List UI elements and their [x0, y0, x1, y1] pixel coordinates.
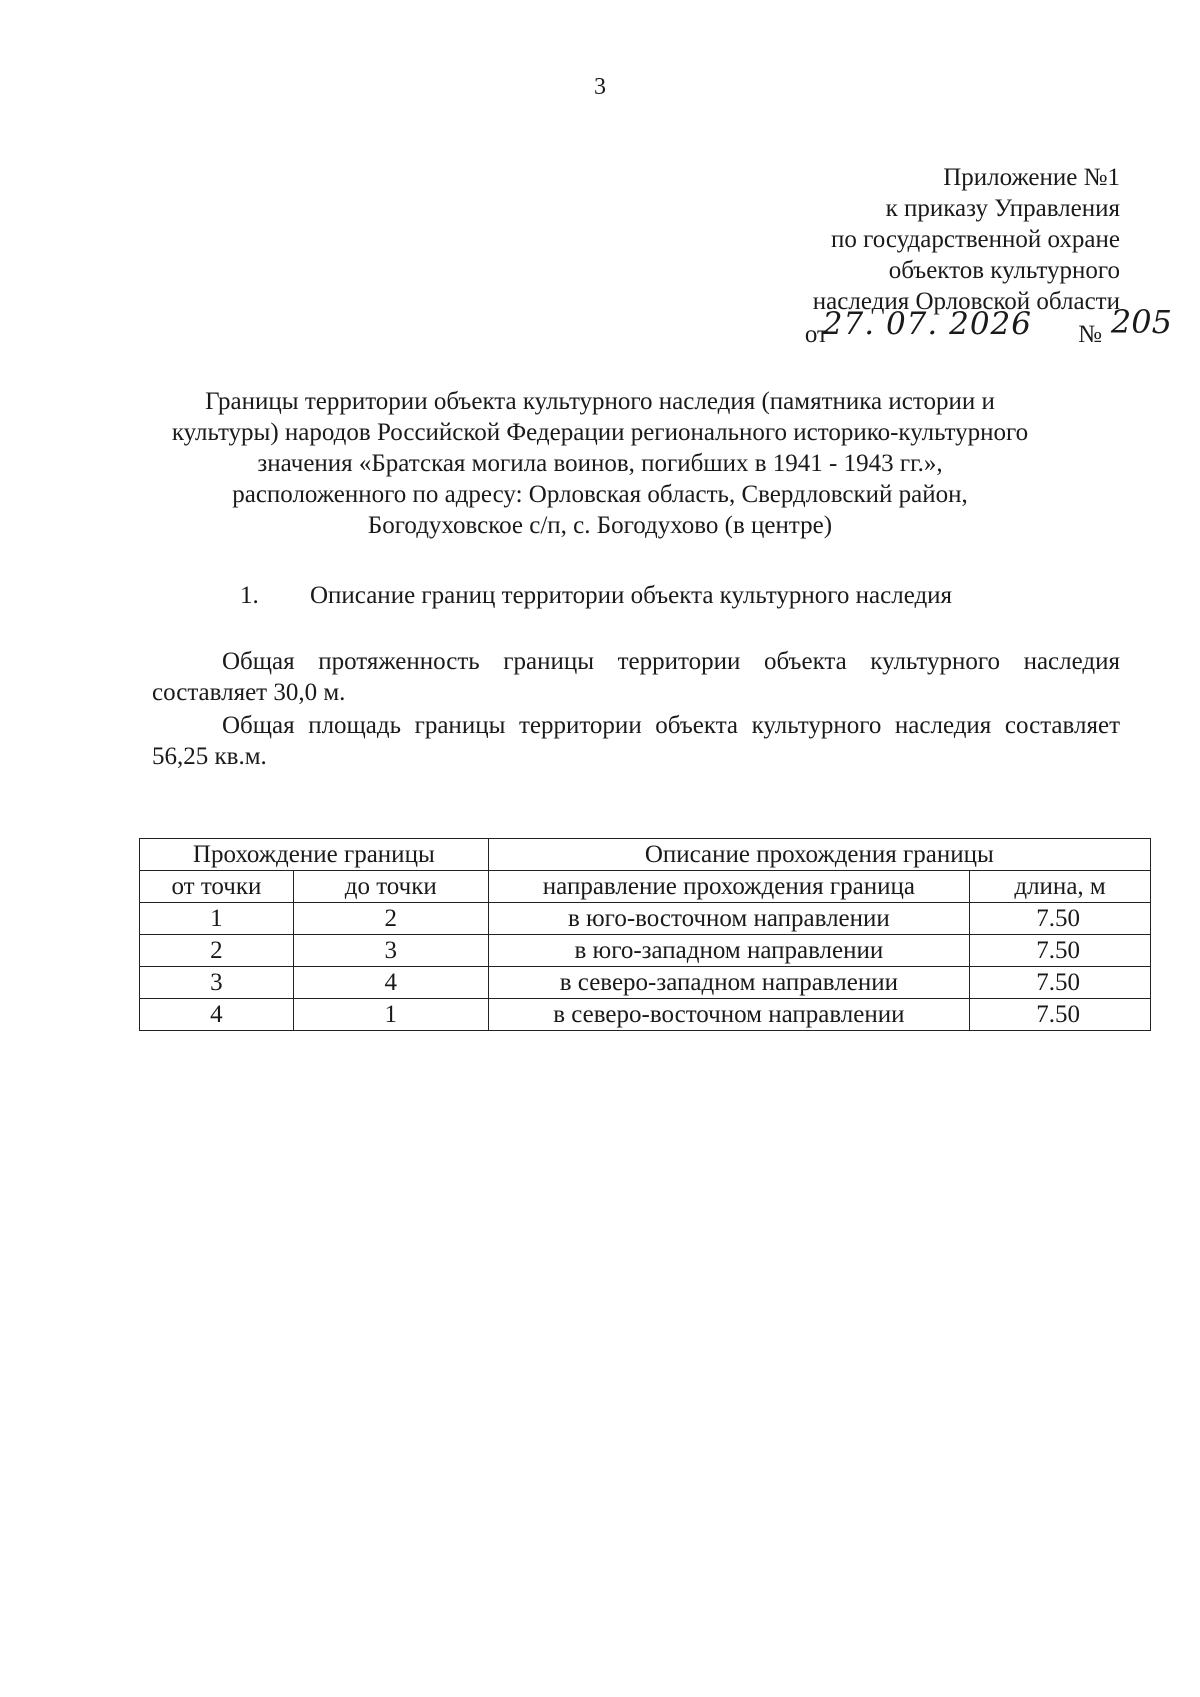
- document-title: [140, 386, 1060, 541]
- cell-from: 3: [140, 967, 294, 999]
- group-header-passage: Прохождение границы: [140, 839, 489, 871]
- table-row: [140, 935, 1151, 967]
- table-row: [140, 999, 1151, 1031]
- cell-length: 7.50: [970, 903, 1151, 935]
- cell-length: 7.50: [970, 935, 1151, 967]
- cell-length: 7.50: [970, 999, 1151, 1031]
- appendix-line: к приказу Управления: [885, 195, 1120, 222]
- order-date-number-line: [804, 303, 1172, 351]
- appendix-line: объектов культурного: [888, 257, 1120, 284]
- title-line: расположенного по адресу: Орловская область, Свердловский район,: [232, 481, 968, 508]
- title-line: Границы территории объекта культурного наследия (памятника истории и: [205, 388, 995, 415]
- appendix-line: наследия Орловской области: [812, 288, 1120, 315]
- appendix-block: [804, 162, 1172, 351]
- table-row: [140, 967, 1151, 999]
- column-header-to: до точки: [293, 871, 488, 903]
- paragraph-total-length: Общая протяженность границы территории объекта культурного наследия составляет 30,0 м.: [152, 648, 1120, 706]
- column-header-length: длина, м: [970, 871, 1151, 903]
- section-heading: [240, 582, 952, 610]
- cell-direction: в юго-восточном направлении: [488, 903, 969, 935]
- title-line: значения «Братская могила воинов, погибших в 1941 - 1943 гг.»,: [257, 450, 943, 477]
- cell-to: 4: [293, 967, 488, 999]
- boundary-table: [139, 838, 1151, 1031]
- cell-direction: в северо-западном направлении: [488, 967, 969, 999]
- handwritten-date: 27. 07. 2026: [822, 306, 1032, 342]
- number-prefix: №: [1078, 321, 1102, 348]
- paragraph-total-area: Общая площадь границы территории объекта культурного наследия составляет 56,25 кв.м.: [152, 712, 1120, 770]
- cell-to: 3: [293, 935, 488, 967]
- cell-direction: в юго-западном направлении: [488, 935, 969, 967]
- page-number: 3: [594, 74, 606, 100]
- column-header-direction: направление прохождения граница: [488, 871, 969, 903]
- title-line: Богодуховское с/п, с. Богодухово (в центре): [367, 512, 833, 539]
- table-column-header-row: [140, 871, 1151, 903]
- table-group-header-row: [140, 839, 1151, 871]
- title-line: культуры) народов Российской Федерации регионального историко-культурного: [171, 419, 1029, 446]
- date-prefix: от: [804, 321, 828, 348]
- handwritten-order-number: 205: [1110, 303, 1172, 341]
- appendix-line: Приложение №1: [943, 164, 1120, 191]
- section-title: Описание границ территории объекта культурного наследия: [310, 582, 953, 609]
- cell-direction: в северо-восточном направлении: [488, 999, 969, 1031]
- column-header-from: от точки: [140, 871, 294, 903]
- cell-from: 4: [140, 999, 294, 1031]
- appendix-line: по государственной охране: [830, 226, 1120, 253]
- group-header-description: Описание прохождения границы: [488, 839, 1150, 871]
- cell-to: 2: [293, 903, 488, 935]
- table-row: [140, 903, 1151, 935]
- cell-from: 2: [140, 935, 294, 967]
- cell-length: 7.50: [970, 967, 1151, 999]
- cell-from: 1: [140, 903, 294, 935]
- cell-to: 1: [293, 999, 488, 1031]
- section-number: 1.: [240, 582, 259, 609]
